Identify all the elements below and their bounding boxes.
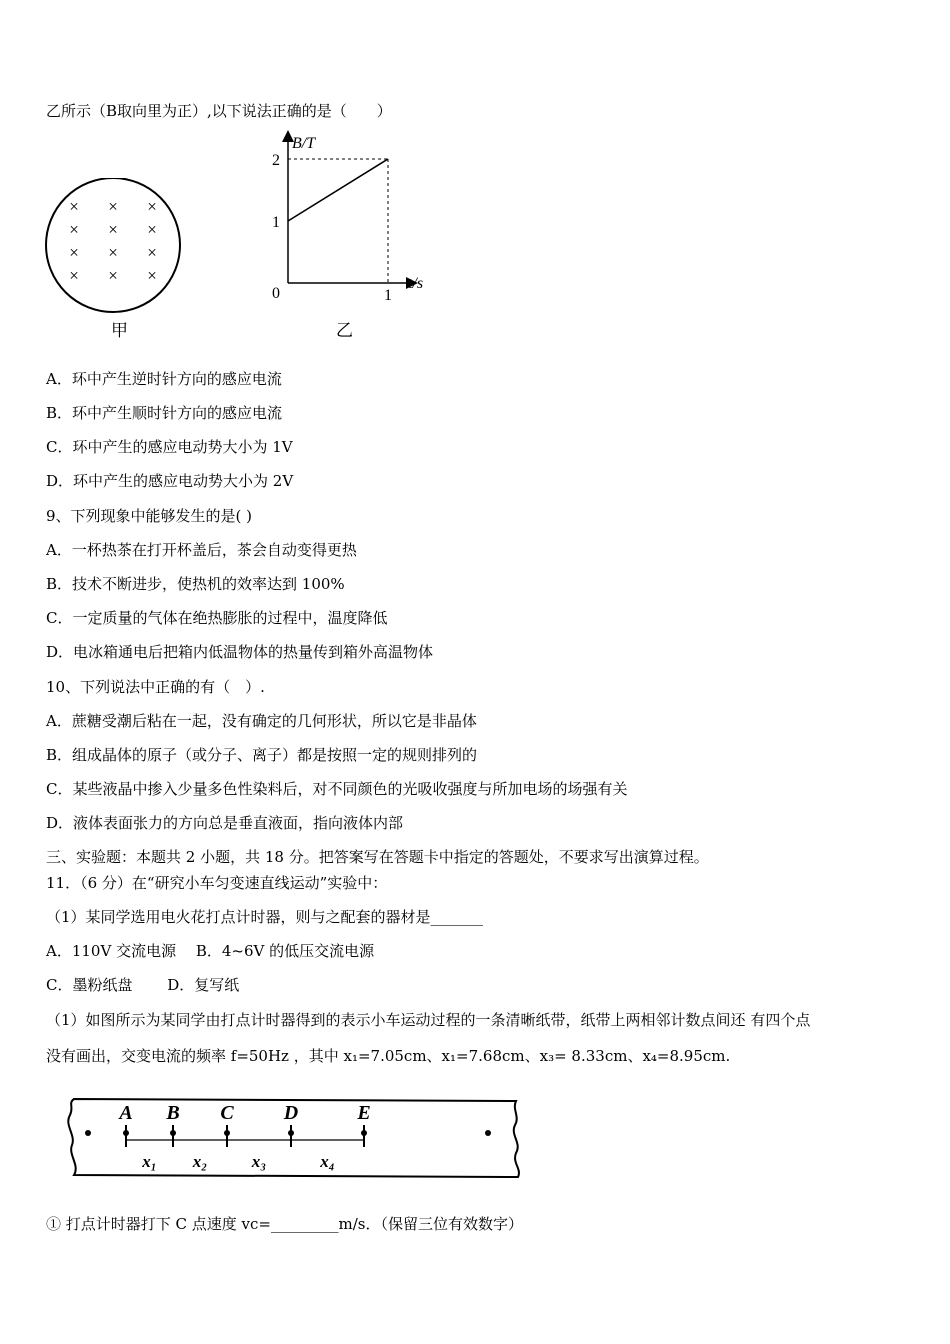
figure-yi-label: 乙 xyxy=(336,321,353,340)
field-cross-mark: × xyxy=(147,197,157,216)
origin-label: 0 xyxy=(272,285,280,302)
q8-option-a: A．环中产生逆时针方向的感应电流 xyxy=(46,370,282,388)
section-3-header: 三、实验题：本题共 2 小题，共 18 分。把答案写在答题卡中指定的答题处，不要求写出演算过程。 xyxy=(46,848,709,866)
q11-part2-line2: 没有画出，交变电流的频率 f=50Hz ，其中 x₁=7.05cm、x₁=7.68cm、x₃= 8.33cm、x₄=8.95cm. xyxy=(46,1047,731,1065)
field-cross-mark: × xyxy=(147,266,157,285)
q11-sub1: ① 打点计时器打下 C 点速度 vc=_________m/s．（保留三位有效数字） xyxy=(46,1215,523,1233)
field-cross-mark: × xyxy=(108,197,118,216)
field-cross-mark: × xyxy=(147,243,157,262)
tape-point-dot xyxy=(123,1130,129,1136)
tape-point-label: C xyxy=(220,1102,234,1124)
q8-option-c: C．环中产生的感应电动势大小为 1V xyxy=(46,438,293,456)
tape-point-label: A xyxy=(119,1102,133,1124)
tape-dot-right xyxy=(485,1130,491,1136)
q8-option-d: D．环中产生的感应电动势大小为 2V xyxy=(46,472,294,490)
field-cross-mark: × xyxy=(108,220,118,239)
field-crosses xyxy=(69,197,157,285)
field-cross-mark: × xyxy=(69,243,79,262)
tape-segment-label: x₂ xyxy=(192,1152,208,1171)
tape-point-dot xyxy=(361,1130,367,1136)
figure-jia xyxy=(40,178,190,348)
q11-part2-line1: （1）如图所示为某同学由打点计时器得到的表示小车运动过程的一条清晰纸带，纸带上两相邻计数点间还 有四个点 xyxy=(46,1011,811,1029)
q8-option-b: B．环中产生顺时针方向的感应电流 xyxy=(46,404,283,422)
tape-point-dot xyxy=(288,1130,294,1136)
q9-option-d: D．电冰箱通电后把箱内低温物体的热量传到箱外高温物体 xyxy=(46,643,434,661)
tape-segment-label: x₃ xyxy=(251,1152,267,1171)
q9-option-b: B．技术不断进步，使热机的效率达到 100% xyxy=(46,575,345,593)
field-cross-mark: × xyxy=(69,197,79,216)
tape-point-label: E xyxy=(357,1102,371,1124)
series-b-line xyxy=(288,159,388,221)
q11-options-row1: A．110V 交流电源 B．4~6V 的低压交流电源 xyxy=(46,942,375,960)
q10-option-b: B．组成晶体的原子（或分子、离子）都是按照一定的规则排列的 xyxy=(46,746,478,764)
q9-option-c: C．一定质量的气体在绝热膨胀的过程中，温度降低 xyxy=(46,609,388,627)
question-intro: 乙所示（B取向里为正）,以下说法正确的是（ ） xyxy=(46,102,392,120)
x-axis-label: t/s xyxy=(408,275,424,292)
q10-option-a: A．蔗糖受潮后粘在一起，没有确定的几何形状，所以它是非晶体 xyxy=(46,712,477,730)
q11-part1: （1）某同学选用电火花打点计时器，则与之配套的器材是_______ xyxy=(46,908,484,926)
q9-stem: 9、下列现象中能够发生的是( ) xyxy=(46,507,253,525)
figure-jia-label: 甲 xyxy=(111,321,128,340)
tape-segment-label: x₄ xyxy=(320,1152,335,1171)
x-tick-label: 1 xyxy=(384,287,392,304)
field-cross-mark: × xyxy=(108,266,118,285)
paper-tape-figure xyxy=(60,1095,530,1185)
q10-stem: 10、下列说法中正确的有（ ）. xyxy=(46,678,265,696)
figure-yi-chart xyxy=(262,128,442,343)
q11-options-row2: C．墨粉纸盘 D．复写纸 xyxy=(46,976,240,994)
field-cross-mark: × xyxy=(108,243,118,262)
tape-point-label: B xyxy=(166,1102,180,1124)
field-cross-mark: × xyxy=(69,220,79,239)
tape-segment-label: x₁ xyxy=(142,1152,157,1171)
q9-option-a: A．一杯热茶在打开杯盖后，茶会自动变得更热 xyxy=(46,541,357,559)
y-axis-label: B/T xyxy=(292,135,316,152)
y-tick-label: 2 xyxy=(272,152,280,169)
field-cross-mark: × xyxy=(147,220,157,239)
y-tick-label: 1 xyxy=(272,214,280,231)
field-cross-mark: × xyxy=(69,266,79,285)
q11-stem: 11．（6 分）在“研究小车匀变速直线运动”实验中： xyxy=(46,874,388,892)
tape-point-dot xyxy=(224,1130,230,1136)
tape-point-dot xyxy=(170,1130,176,1136)
tape-dot-left xyxy=(85,1130,91,1136)
q10-option-c: C．某些液晶中掺入少量多色性染料后，对不同颜色的光吸收强度与所加电场的场强有关 xyxy=(46,780,628,798)
q10-option-d: D．液体表面张力的方向总是垂直液面，指向液体内部 xyxy=(46,814,404,832)
tape-point-label: D xyxy=(283,1102,299,1124)
